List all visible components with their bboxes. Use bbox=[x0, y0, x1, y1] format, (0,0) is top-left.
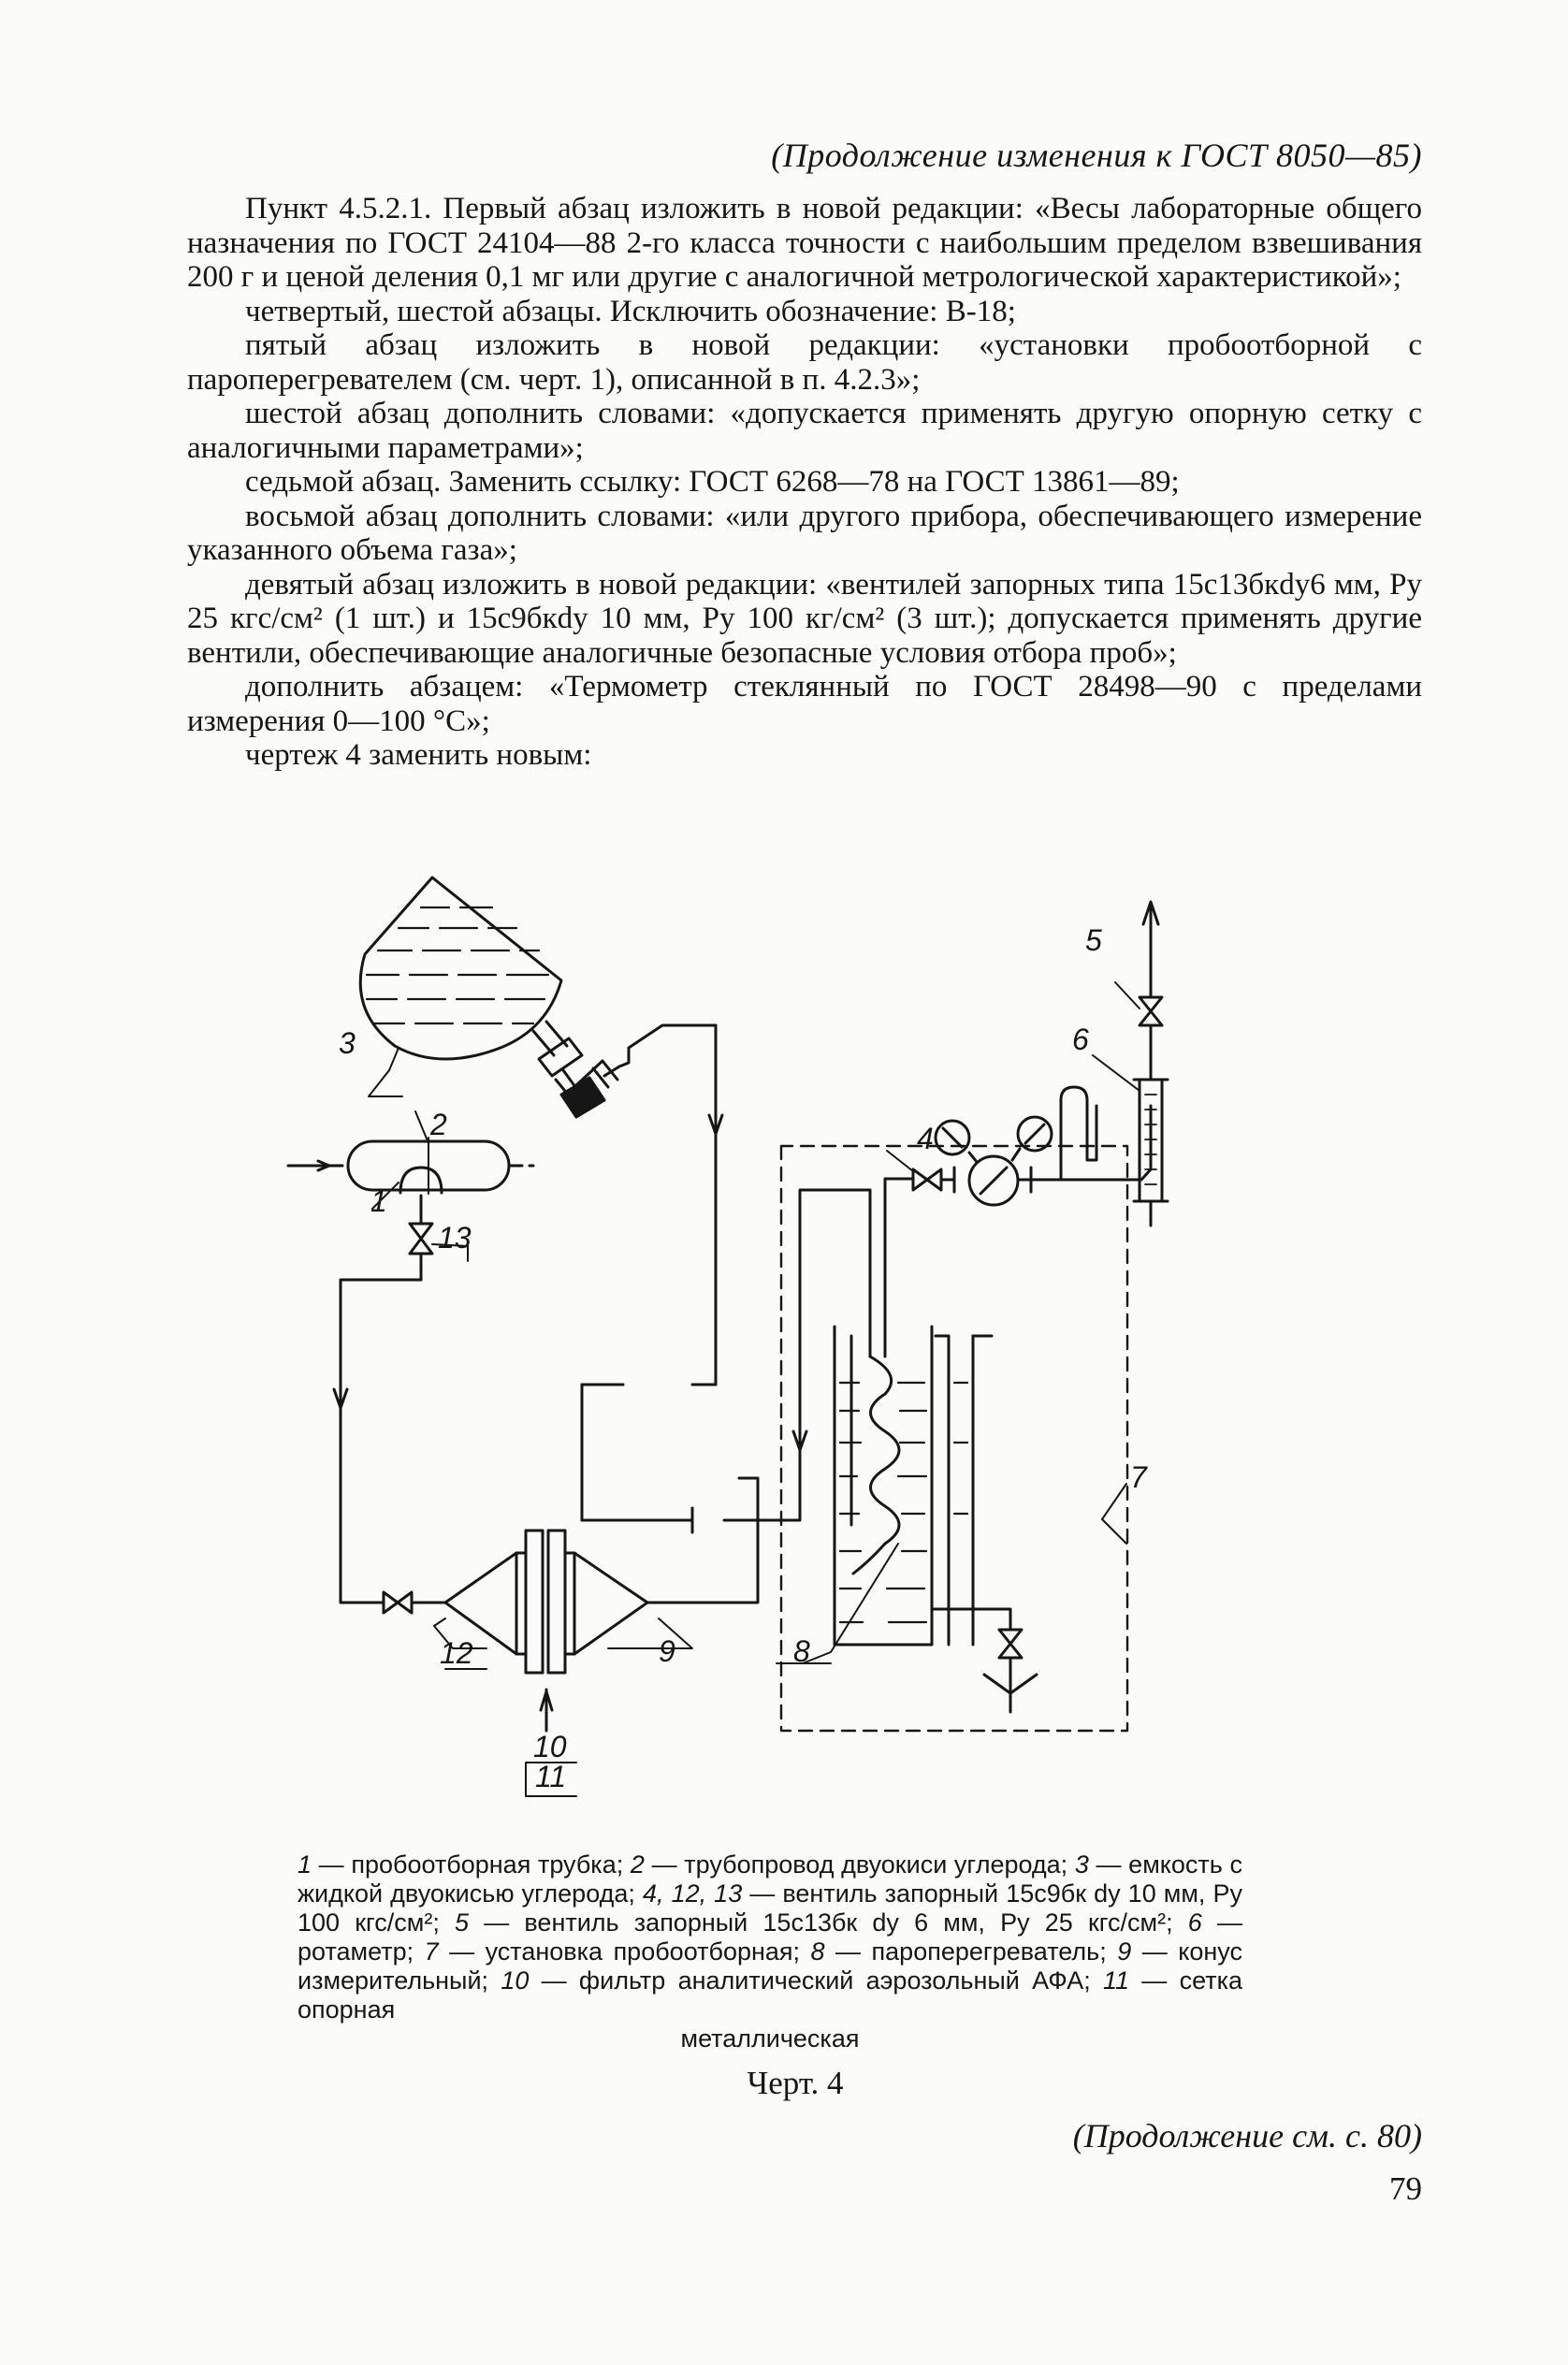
label-7: 7 bbox=[1130, 1460, 1147, 1494]
paragraph: дополнить абзацем: «Термометр стеклянный по ГОСТ 28498—90 с пределами измерения 0—100 °С»; bbox=[187, 670, 1422, 738]
legend-item: 2 — трубопровод двуокиси углерода; bbox=[630, 1850, 1068, 1879]
leader-lines bbox=[369, 982, 1140, 1663]
label-9: 9 bbox=[659, 1634, 675, 1668]
drawing-legend bbox=[298, 1850, 1242, 2053]
valve-5 bbox=[1140, 902, 1162, 1066]
legend-item: 11 — сетка опорная bbox=[298, 1966, 1242, 2024]
label-13: 13 bbox=[438, 1221, 472, 1255]
label-8: 8 bbox=[793, 1634, 810, 1668]
paragraph: пятый абзац изложить в новой редакции: «установки пробоотборной с пароперегревателем (см. черт. 1), описанной в п. 4.2.3»; bbox=[187, 328, 1422, 397]
legend-item: 1 — пробоотборная трубка; bbox=[298, 1850, 624, 1879]
legend-item: 7 — установка пробоотборная; bbox=[424, 1937, 801, 1966]
paragraph: девятый абзац изложить в новой редакции: «вентилей запорных типа 15с13бкdу6 мм, Pу 25 кгс/см² (1 шт.) и 15с9бкdу 10 мм, Pу 100 кг/см² (3 шт.); допускается применять другие вентили, обеспечивающие аналогичные безопасные условия отбора проб»; bbox=[187, 567, 1422, 670]
label-10: 10 bbox=[533, 1730, 567, 1763]
paragraph: шестой абзац дополнить словами: «допускается применять другую опорную сетку с аналогичными параметрами»; bbox=[187, 397, 1422, 465]
continuation-note: (Продолжение см. с. 80) bbox=[1072, 2117, 1422, 2155]
measuring-cone bbox=[445, 1478, 758, 1731]
valve-13 bbox=[334, 1224, 432, 1603]
legend-item: 9 — конус измерительный; bbox=[298, 1937, 1242, 1995]
paragraph: четвертый, шестой абзацы. Исключить обозначение: В-18; bbox=[245, 294, 1016, 328]
label-12: 12 bbox=[440, 1636, 473, 1670]
legend-item: 4, 12, 13 — вентиль запорный 15с9бк dу 10 мм, Pу 100 кгс/см²; bbox=[298, 1879, 1242, 1937]
label-2: 2 bbox=[430, 1108, 447, 1141]
running-header: (Продолжение изменения к ГОСТ 8050—85) bbox=[771, 137, 1422, 174]
label-4: 4 bbox=[917, 1122, 934, 1155]
paragraph: седьмой абзац. Заменить ссылку: ГОСТ 6268—78 на ГОСТ 13861—89; bbox=[245, 465, 1180, 499]
co2-pipeline bbox=[288, 1138, 533, 1224]
label-3: 3 bbox=[339, 1026, 356, 1060]
schematic-drawing bbox=[281, 870, 1263, 1806]
legend-last-line: металлическая bbox=[680, 2024, 860, 2053]
drawing-caption: Черт. 4 bbox=[747, 2065, 844, 2101]
paragraph: чертеж 4 заменить новым: bbox=[245, 738, 592, 772]
co2-line bbox=[582, 1025, 870, 1532]
legend-item: 3 — емкость с жидкой двуокисью углерода; bbox=[298, 1850, 1242, 1908]
paragraph: восьмой абзац дополнить словами: «или другого прибора, обеспечивающего измерение указанного объема газа»; bbox=[187, 499, 1422, 567]
legend-item: 5 — вентиль запорный 15с13бк dу 6 мм, Pу 25 кгс/см²; bbox=[455, 1908, 1173, 1937]
superheater-vessel bbox=[835, 1190, 1037, 1712]
label-1: 1 bbox=[370, 1184, 387, 1218]
valve-12 bbox=[384, 1592, 445, 1613]
legend-item: 8 — пароперегреватель; bbox=[810, 1937, 1107, 1966]
co2-container bbox=[360, 878, 716, 1117]
legend-item: 10 — фильтр аналитический аэрозольный АФА; bbox=[501, 1966, 1091, 1995]
legend-item: 6 — ротаметр; bbox=[298, 1908, 1242, 1966]
label-6: 6 bbox=[1072, 1023, 1089, 1056]
page-number: 79 bbox=[1389, 2170, 1422, 2207]
label-11: 11 bbox=[535, 1760, 567, 1793]
drawing-labels bbox=[339, 923, 1148, 1793]
label-5: 5 bbox=[1085, 923, 1102, 957]
amendment-text bbox=[187, 192, 1422, 773]
paragraph: Пункт 4.5.2.1. Первый абзац изложить в новой редакции: «Весы лабораторные общего назначения по ГОСТ 24104—88 2-го класса точности с наибольшим пределом взвешивания 200 г и ценой деления 0,1 мг или другие с аналогичной метрологической характеристикой»; bbox=[187, 192, 1422, 294]
